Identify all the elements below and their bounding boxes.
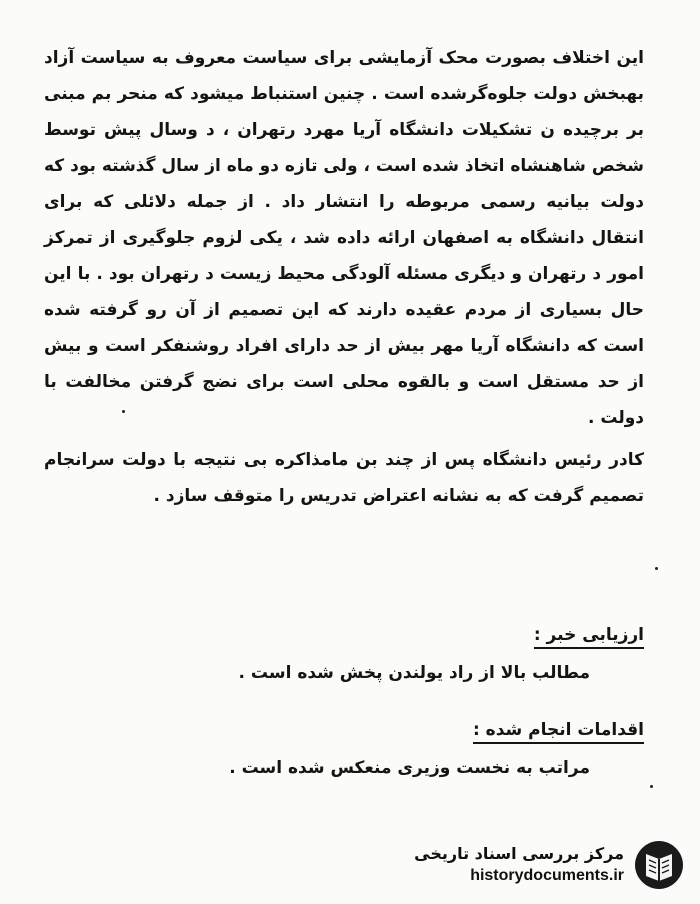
news-assessment-heading: ارزیابی خبر : xyxy=(534,625,644,649)
actions-taken-content: مراتب به نخست وزیری منعکس شده است . xyxy=(229,758,590,778)
footer-watermark xyxy=(414,838,686,892)
document-body xyxy=(44,40,644,514)
book-logo-icon xyxy=(632,838,686,892)
footer-url[interactable]: historydocuments.ir xyxy=(470,867,624,884)
actions-taken-heading: اقدامات انجام شده : xyxy=(473,720,644,744)
actions-taken-section xyxy=(229,720,644,778)
body-paragraph-1: این اختلاف بصورت محک آزمایشی برای سیاست معروف به سیاست آزاد بهبخش دولت جلوه‌گرشده است . چنین استنباط میشود که منحر بم مبنی بر برچیده ن تشکیلات دانشگاه آریا مهرد رتهران ، د وسال پیش توسط شخص شاهنشاه اتخاذ شده است ، ولی تازه دو ماه از سال گذشته بود که دولت بیانیه رسمی مربوطه را انتشار داد . از جمله دلائلی که برای انتقال دانشگاه به اصفهان ارائه داده شد ، یکی لزوم جلوگیری از تمرکز امور د رتهران و دیگری مسئله آلودگی محیط زیست د رتهران بود . با این حال بسیاری از مردم عقیده دارند که این تصمیم از آن رو گرفته شده است که دانشگاه آریا مهر بیش از حد دارای افراد روشنفکر است و بیش از حد مستقل است و بالقوه محلی است برای نضج گرفتن مخالفت با دولت . xyxy=(44,48,644,428)
news-assessment-section xyxy=(238,625,644,683)
news-assessment-content: مطالب بالا از راد یولندن پخش شده است . xyxy=(238,663,590,683)
body-paragraph-2: کادر رئیس دانشگاه پس از چند بن مامذاکره بی نتیجه با دولت سرانجام تصمیم گرفت که به نشانه اعتراض تدریس را متوقف سازد . xyxy=(44,450,644,506)
speck xyxy=(122,410,125,413)
speck xyxy=(655,567,658,570)
footer-title: مرکز بررسی اسناد تاریخی xyxy=(414,844,624,863)
speck xyxy=(650,785,653,788)
